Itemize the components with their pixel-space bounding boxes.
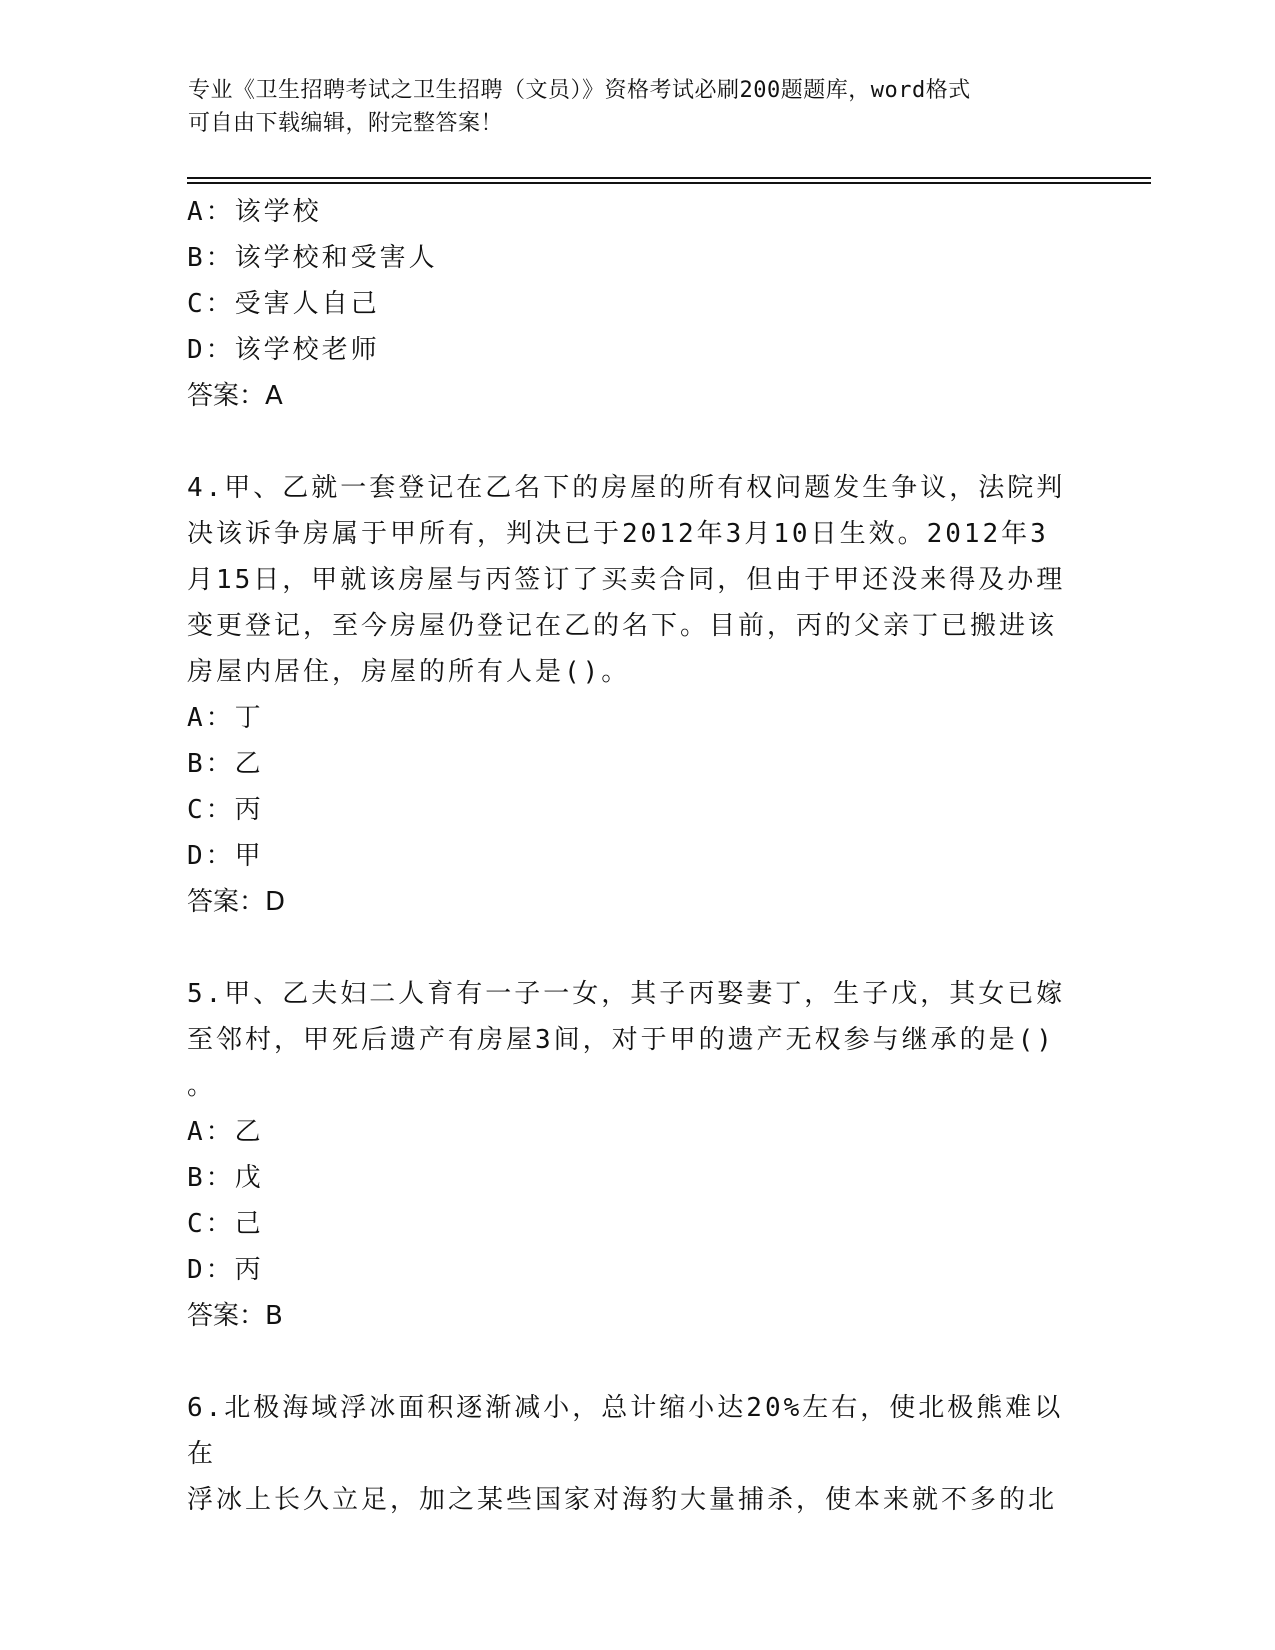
header-line-1: 专业《卫生招聘考试之卫生招聘（文员）》资格考试必刷200题题库，word格式 [188, 78, 971, 103]
question-stem-line: 至邻村，甲死后遗产有房屋3间，对于甲的遗产无权参与继承的是() [187, 1025, 1055, 1055]
question-6 [187, 1385, 1087, 1523]
header-divider-top [187, 177, 1151, 179]
option-d: D：该学校老师 [187, 335, 380, 365]
question-stem-line: 5.甲、乙夫妇二人育有一子一女，其子丙娶妻丁，生子戊，其女已嫁 [187, 979, 1066, 1009]
answer-line: 答案：A [187, 381, 283, 411]
header-line-2: 可自由下载编辑，附完整答案！ [188, 111, 504, 136]
option-c: C：己 [187, 1209, 264, 1239]
question-stem-line: 房屋内居住，房屋的所有人是()。 [187, 657, 631, 687]
question-stem-line: 浮冰上长久立足，加之某些国家对海豹大量捕杀，使本来就不多的北 [187, 1485, 1058, 1515]
question-4 [187, 465, 1087, 925]
option-a: A：丁 [187, 703, 264, 733]
question-stem-line: 。 [187, 1071, 217, 1101]
spacer [187, 419, 1087, 465]
option-a: A：该学校 [187, 197, 322, 227]
option-a: A：乙 [187, 1117, 264, 1147]
question-stem-line: 决该诉争房属于甲所有，判决已于2012年3月10日生效。2012年3 [187, 519, 1049, 549]
spacer [187, 925, 1087, 971]
question-5 [187, 971, 1087, 1339]
answer-line: 答案：D [187, 887, 286, 917]
answer-line: 答案：B [187, 1301, 283, 1331]
question-stem-line: 月15日，甲就该房屋与丙签订了买卖合同，但由于甲还没来得及办理 [187, 565, 1066, 595]
option-b: B：乙 [187, 749, 264, 779]
question-list [187, 189, 1087, 1523]
question-stem-line: 6.北极海域浮冰面积逐渐减小，总计缩小达20%左右，使北极熊难以在 [187, 1393, 1064, 1469]
question-stem-line: 4.甲、乙就一套登记在乙名下的房屋的所有权问题发生争议，法院判 [187, 473, 1066, 503]
header-divider-bottom [187, 182, 1151, 184]
question-3 [187, 189, 1087, 419]
option-d: D：甲 [187, 841, 264, 871]
option-d: D：丙 [187, 1255, 264, 1285]
option-c: C：丙 [187, 795, 264, 825]
option-b: B：戊 [187, 1163, 264, 1193]
option-b: B：该学校和受害人 [187, 243, 438, 273]
question-stem-line: 变更登记，至今房屋仍登记在乙的名下。目前，丙的父亲丁已搬进该 [187, 611, 1058, 641]
option-c: C：受害人自己 [187, 289, 380, 319]
document-header [188, 74, 1088, 140]
spacer [187, 1339, 1087, 1385]
